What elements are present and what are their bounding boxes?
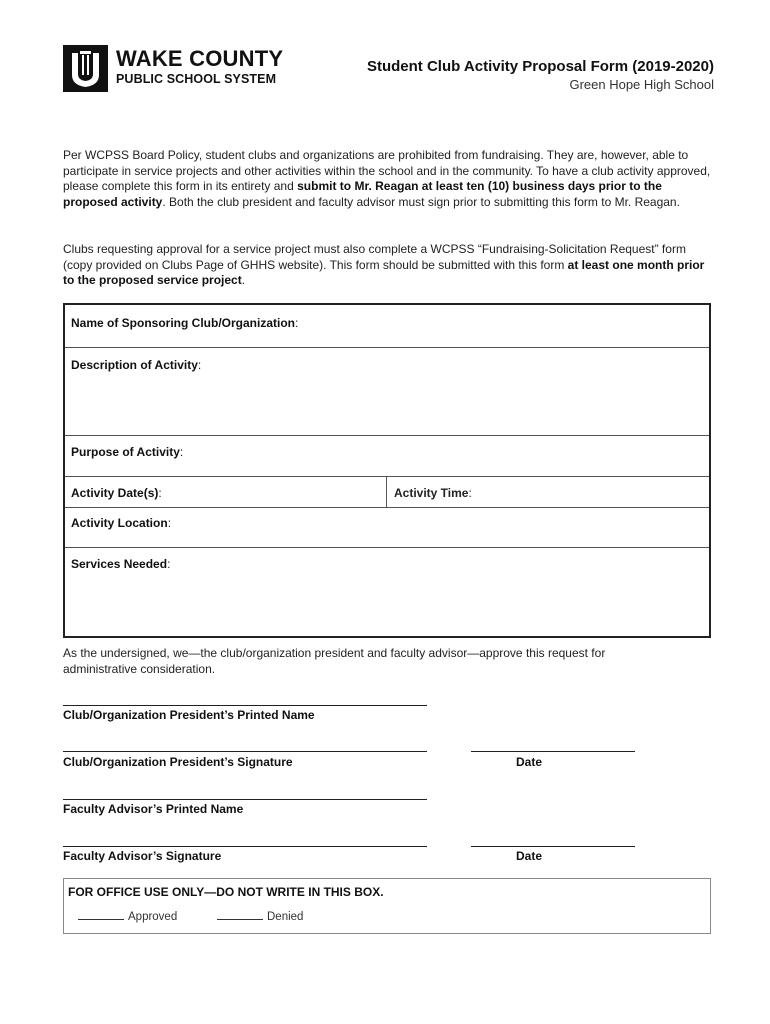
president-date-line[interactable] — [471, 751, 635, 752]
advisor-date-label: Date — [516, 849, 543, 863]
approved-option[interactable] — [78, 911, 177, 923]
sponsoring-club-colon: : — [295, 316, 299, 330]
sponsoring-club-field[interactable] — [65, 305, 709, 348]
logo-text-line1: WAKE COUNTY — [116, 46, 284, 71]
purpose-field[interactable] — [65, 436, 709, 477]
denied-label: Denied — [267, 911, 304, 923]
activity-dates-field[interactable] — [71, 486, 162, 500]
approved-label: Approved — [128, 911, 178, 923]
activity-time-colon: : — [468, 486, 472, 500]
intro-p2-bold: at least one month prior to the proposed service project — [63, 257, 705, 288]
approved-blank[interactable] — [78, 919, 124, 920]
location-field[interactable] — [65, 508, 709, 548]
location-colon: : — [167, 516, 172, 530]
location-label: Activity Location — [71, 516, 168, 530]
intro-p2-text-a: Clubs requesting approval for a service project must also complete a WCPSS “Fundraising-Solicitation Request” form (copy provided on Clubs Page of GHHS website). This form should be submitted with this form — [63, 242, 686, 272]
president-name-label: Club/Organization President’s Printed Name — [63, 708, 315, 722]
activity-dates-label: Activity Date(s) — [71, 486, 159, 500]
intro-p1-text-b: . Both the club president and faculty advisor must sign prior to submitting this form to Mr. Reagan. — [162, 194, 680, 209]
president-signature-line[interactable] — [63, 751, 427, 752]
denied-option[interactable] — [217, 911, 303, 923]
activity-dates-colon: : — [158, 486, 162, 500]
purpose-label: Purpose of Activity — [71, 445, 180, 459]
advisor-date-line[interactable] — [471, 846, 635, 847]
denied-blank[interactable] — [217, 919, 263, 920]
office-use-title: FOR OFFICE USE ONLY—DO NOT WRITE IN THIS BOX. — [68, 885, 384, 899]
approval-statement: As the undersigned, we—the club/organization president and faculty advisor—approve this request for administrative consideration. — [63, 646, 606, 676]
purpose-colon: : — [179, 445, 184, 459]
description-field[interactable] — [65, 348, 709, 436]
advisor-signature-line[interactable] — [63, 846, 427, 847]
services-field[interactable] — [65, 548, 709, 634]
activity-time-label: Activity Time — [394, 486, 469, 500]
intro-paragraph-2 — [63, 242, 713, 289]
description-label: Description of Activity — [71, 358, 198, 372]
intro-paragraph-1 — [63, 148, 713, 210]
intro-p2-text-b: . — [241, 273, 246, 288]
president-date-label: Date — [516, 755, 543, 769]
logo-text-line2: PUBLIC SCHOOL SYSTEM — [116, 72, 277, 86]
advisor-signature-label: Faculty Advisor’s Signature — [63, 849, 222, 863]
form-title: Student Club Activity Proposal Form (2019-2020) — [366, 58, 714, 75]
description-colon: : — [197, 358, 202, 372]
services-label: Services Needed — [71, 557, 168, 571]
office-use-box — [63, 878, 711, 934]
president-name-line[interactable] — [63, 705, 427, 706]
services-colon: : — [167, 557, 171, 571]
date-time-divider — [386, 477, 387, 507]
intro-p1-bold: submit to Mr. Reagan at least ten (10) business days prior to the proposed activity — [63, 179, 662, 209]
activity-form-box — [63, 303, 711, 638]
activity-time-field[interactable] — [394, 486, 472, 500]
intro-p1-text-a: Per WCPSS Board Policy, student clubs and organizations are prohibited from fundraising. They are, however, able to participate in service projects and other activities within the school and in the community. To have a club activity approved, please complete this form in its entirety and — [63, 148, 711, 194]
district-logo-icon — [63, 45, 108, 92]
school-name: Green Hope High School — [569, 77, 714, 92]
advisor-name-label: Faculty Advisor’s Printed Name — [63, 802, 244, 816]
advisor-name-line[interactable] — [63, 799, 427, 800]
date-time-row — [65, 477, 709, 508]
president-signature-label: Club/Organization President’s Signature — [63, 755, 293, 769]
sponsoring-club-label: Name of Sponsoring Club/Organization — [71, 316, 296, 330]
